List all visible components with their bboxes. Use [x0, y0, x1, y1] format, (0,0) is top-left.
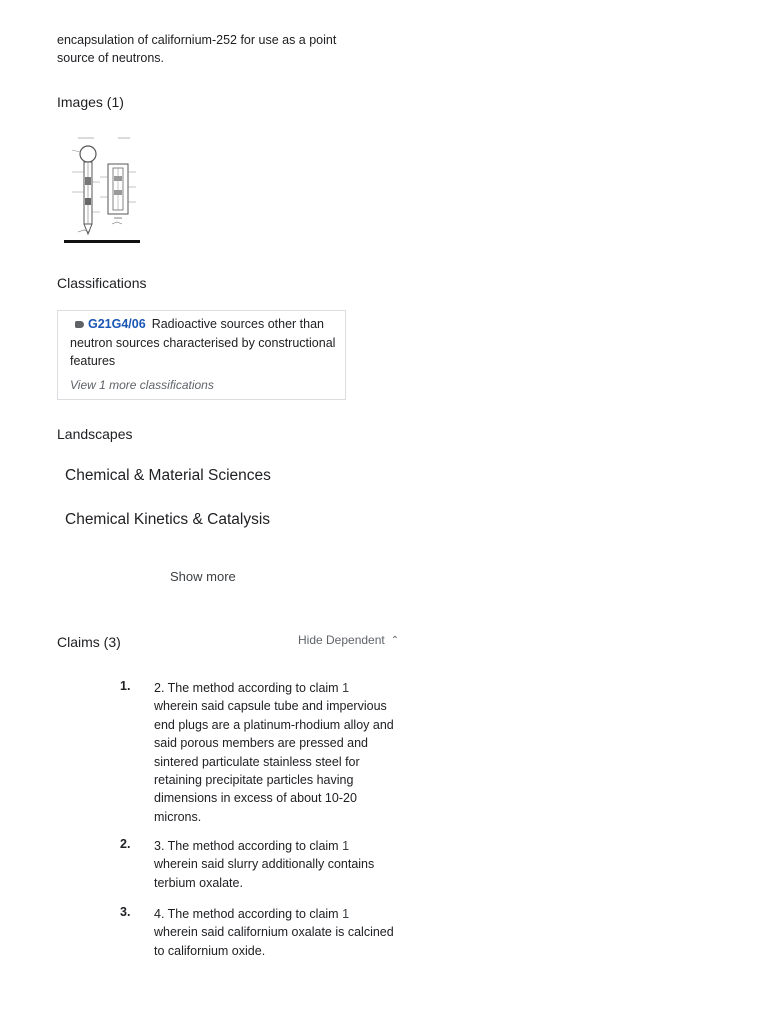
classification-description: Radioactive sources other than neutron sources characterised by constructional features [70, 317, 336, 368]
claim-number: 2. [120, 837, 131, 851]
claim-item [120, 837, 400, 897]
claim-item [120, 905, 400, 965]
claim-prefix: 3. The method according to claim [154, 839, 343, 853]
claim-suffix: wherein said slurry additionally contains terbium oxalate. [154, 857, 375, 890]
claim-suffix: wherein said californium oxalate is calcined to californium oxide. [154, 925, 394, 958]
show-more-button[interactable]: Show more [170, 569, 236, 584]
classifications-heading: Classifications [57, 275, 147, 291]
claim-prefix: 2. The method according to claim [154, 681, 343, 695]
claim-suffix: wherein said capsule tube and impervious end plugs are a platinum-rhodium alloy and said porous members are pressed and sintered particulate stainless steel for retaining precipitate particles having dimensions in excess of about 10-20 microns. [154, 699, 394, 824]
view-more-classifications-link[interactable]: View 1 more classifications [70, 378, 214, 392]
claim-reference-link[interactable]: 1 [342, 839, 350, 853]
claim-reference-link[interactable]: 1 [342, 907, 350, 921]
claim-number: 3. [120, 905, 131, 919]
landscapes-heading: Landscapes [57, 426, 133, 442]
label-icon [75, 321, 84, 328]
claim-item [120, 679, 400, 829]
patent-drawing-thumbnail[interactable] [64, 132, 142, 244]
chevron-up-icon: ⌃ [390, 635, 400, 646]
patent-drawing-icon [64, 132, 142, 244]
hide-dependent-label: Hide Dependent [298, 633, 385, 647]
claim-text [154, 905, 394, 960]
classification-card [57, 310, 346, 400]
landscape-item[interactable]: Chemical & Material Sciences [65, 467, 271, 484]
classification-entry [70, 315, 338, 371]
claim-text [154, 837, 394, 892]
hide-dependent-toggle[interactable] [298, 633, 399, 647]
claim-prefix: 4. The method according to claim [154, 907, 343, 921]
claim-number: 1. [120, 679, 131, 693]
claim-text [154, 679, 394, 826]
claim-reference-link[interactable]: 1 [342, 681, 350, 695]
description-excerpt: encapsulation of californium-252 for use as a point source of neutrons. [57, 33, 337, 65]
classification-code-link[interactable]: G21G4/06 [88, 317, 146, 331]
landscape-item[interactable]: Chemical Kinetics & Catalysis [65, 511, 271, 528]
images-heading: Images (1) [57, 94, 124, 110]
claims-heading: Claims (3) [57, 634, 121, 650]
